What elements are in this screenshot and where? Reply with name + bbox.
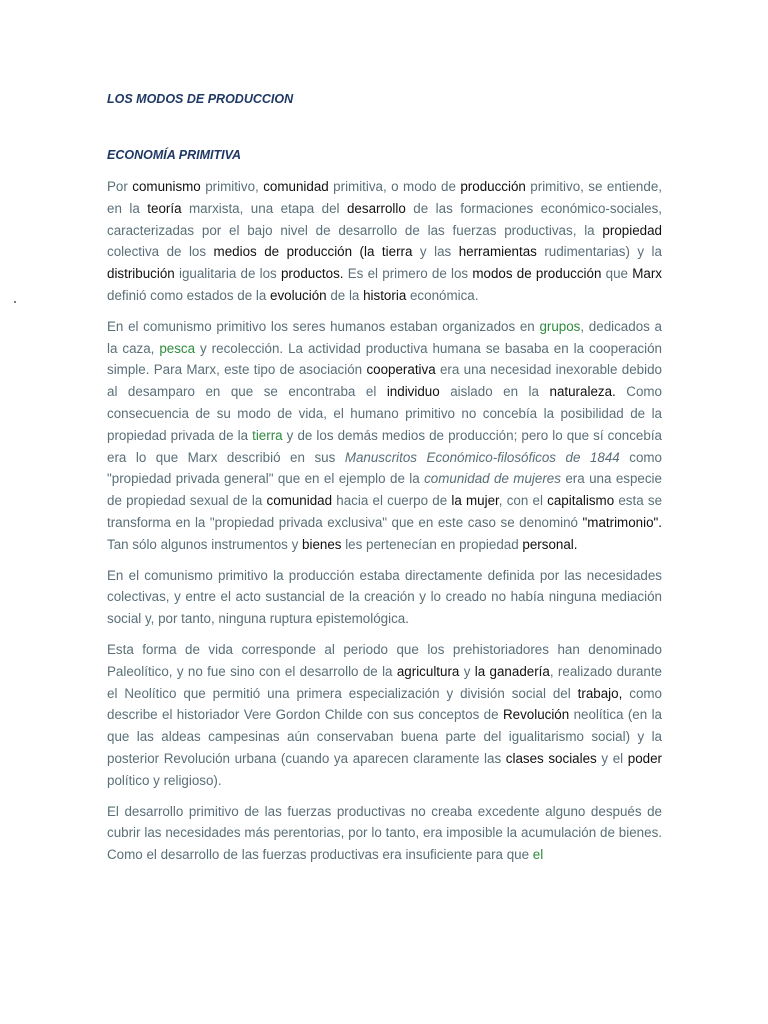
text-run: aislado en la: [439, 384, 550, 400]
text-run: En el comunismo primitivo los seres humanos estaban organizados en: [107, 318, 540, 334]
keyword-text: (la: [352, 244, 382, 260]
keyword-text: medios de producción: [213, 244, 353, 260]
keyword-text: agricultura: [396, 663, 460, 679]
text-run: Manuscritos Económico-filosóficos de 1844: [344, 449, 620, 465]
keyword-text: naturaleza.: [549, 384, 616, 400]
text-run: era una necesidad inexorable debido al desamparo en que se encontraba el: [107, 362, 662, 400]
section-heading: ECONOMÍA PRIMITIVA: [107, 148, 242, 162]
paragraph: [107, 801, 662, 866]
document-title: LOS MODOS DE PRODUCCION: [107, 92, 294, 106]
text-run: Esta forma de vida corresponde al periodo que los prehistoriadores han denominado Paleolítico, y no fue sino con el desarrollo de la: [107, 641, 662, 679]
text-run: hacia el cuerpo de: [332, 493, 452, 509]
keyword-text: historia: [363, 287, 407, 303]
keyword-text: Marx: [632, 266, 662, 282]
paragraph: [107, 639, 662, 792]
keyword-text: trabajo,: [577, 685, 623, 701]
keyword-text: comunidad: [266, 493, 333, 509]
text-run: , dedicados a la caza,: [107, 318, 662, 356]
document-body: [107, 176, 662, 875]
text-run: y las: [412, 244, 459, 260]
keyword-text: herramientas: [458, 244, 537, 260]
keyword-text: productos.: [280, 266, 344, 282]
text-run: igualitaria de los: [174, 266, 281, 282]
text-run: que: [601, 266, 633, 282]
text-run: Tan sólo algunos instrumentos y: [107, 536, 303, 552]
keyword-text: bienes: [302, 536, 342, 552]
text-run: Es el primero de los: [343, 266, 473, 282]
keyword-text: comunismo: [132, 179, 201, 194]
keyword-text: desarrollo: [346, 200, 406, 216]
text-run: y: [459, 663, 475, 679]
keyword-text: Revolución: [502, 707, 570, 723]
text-run: En el comunismo primitivo la producción estaba directamente definida por las necesidades colectivas, y entre el acto sustancial de la creación y lo creado no había ninguna mediación social y, por tanto, ninguna ruptura epistemológica.: [107, 567, 662, 627]
keyword-text: propiedad: [602, 222, 662, 238]
keyword-text: la ganadería: [474, 663, 550, 679]
keyword-text: modos de producción: [472, 266, 602, 282]
text-run: esta se transforma en la "propiedad privada exclusiva" que en este caso se denominó: [107, 493, 663, 530]
stray-mark: [14, 301, 16, 303]
paragraph: [107, 565, 662, 630]
paragraph: [107, 316, 662, 556]
link-text[interactable]: pesca: [159, 340, 196, 356]
text-run: y el: [596, 750, 628, 766]
text-run: colectiva de los: [107, 244, 214, 260]
text-run: primitiva, o modo de: [328, 179, 461, 194]
keyword-text: distribución: [107, 266, 175, 282]
keyword-text: capitalismo: [547, 493, 615, 509]
text-run: primitivo, se entiende, en la: [107, 179, 662, 216]
text-run: y recolección. La actividad productiva humana se basaba en la cooperación simple. Para Marx, este tipo de asociación: [107, 340, 662, 378]
text-run: Como consecuencia de su modo de vida, el humano primitivo no concebía la posibilidad de la propiedad privada de la: [107, 384, 662, 443]
keyword-text: tierra: [381, 244, 413, 260]
text-run: rudimentarias) y la: [536, 244, 662, 260]
text-run: como describe el historiador Vere Gordon Childe con sus conceptos de: [107, 685, 662, 723]
keyword-text: personal.: [522, 536, 578, 552]
link-text[interactable]: el: [532, 847, 544, 863]
text-run: definió como estados de la: [107, 287, 271, 303]
text-run: , realizado durante el Neolítico que permitió una primera especialización y división social del: [107, 663, 663, 701]
link-text[interactable]: tierra: [252, 427, 283, 443]
text-run: como "propiedad privada general" que en el ejemplo de la: [107, 449, 662, 487]
text-run: les pertenecían en propiedad: [341, 536, 523, 552]
text-run: , con el: [498, 493, 548, 509]
keyword-text: la mujer: [451, 493, 499, 509]
text-run: Por: [107, 179, 133, 194]
text-run: primitivo,: [200, 179, 264, 194]
keyword-text: clases sociales: [505, 750, 597, 766]
text-run: El desarrollo primitivo de las fuerzas productivas no creaba excedente alguno después de cubrir las necesidades más perentorias, por lo tanto, era imposible la acumulación de bienes. Como el desarrollo de las fuerzas productivas era insuficiente para que: [107, 803, 662, 863]
paragraph: [107, 176, 662, 307]
keyword-text: teoría: [147, 200, 182, 216]
text-run: marxista, una etapa del: [181, 200, 347, 216]
text-run: neolítica (en la que las aldeas campesinas aún conservaban buena parte del igualitarismo social) y la posterior Revolución urbana (cuando ya aparecen claramente las: [107, 707, 663, 766]
keyword-text: individuo: [386, 384, 440, 400]
link-text[interactable]: grupos: [539, 318, 581, 334]
text-run: de la: [326, 287, 364, 303]
text-run: económica.: [406, 287, 479, 303]
text-run: comunidad de mujeres: [424, 471, 561, 487]
keyword-text: poder: [627, 750, 662, 766]
text-run: de las formaciones económico-sociales, caracterizadas por el bajo nivel de desarrollo de las fuerzas productivas, la: [107, 200, 662, 238]
keyword-text: evolución: [270, 287, 327, 303]
keyword-text: cooperativa: [366, 362, 436, 378]
text-run: y de los demás medios de producción; pero lo que sí concebía era lo que Marx describió en sus: [107, 427, 662, 465]
keyword-text: producción: [460, 179, 526, 194]
text-run: era una especie de propiedad sexual de la: [107, 471, 662, 509]
keyword-text: "matrimonio".: [582, 514, 662, 530]
text-run: político y religioso).: [107, 772, 222, 788]
keyword-text: comunidad: [263, 179, 329, 194]
